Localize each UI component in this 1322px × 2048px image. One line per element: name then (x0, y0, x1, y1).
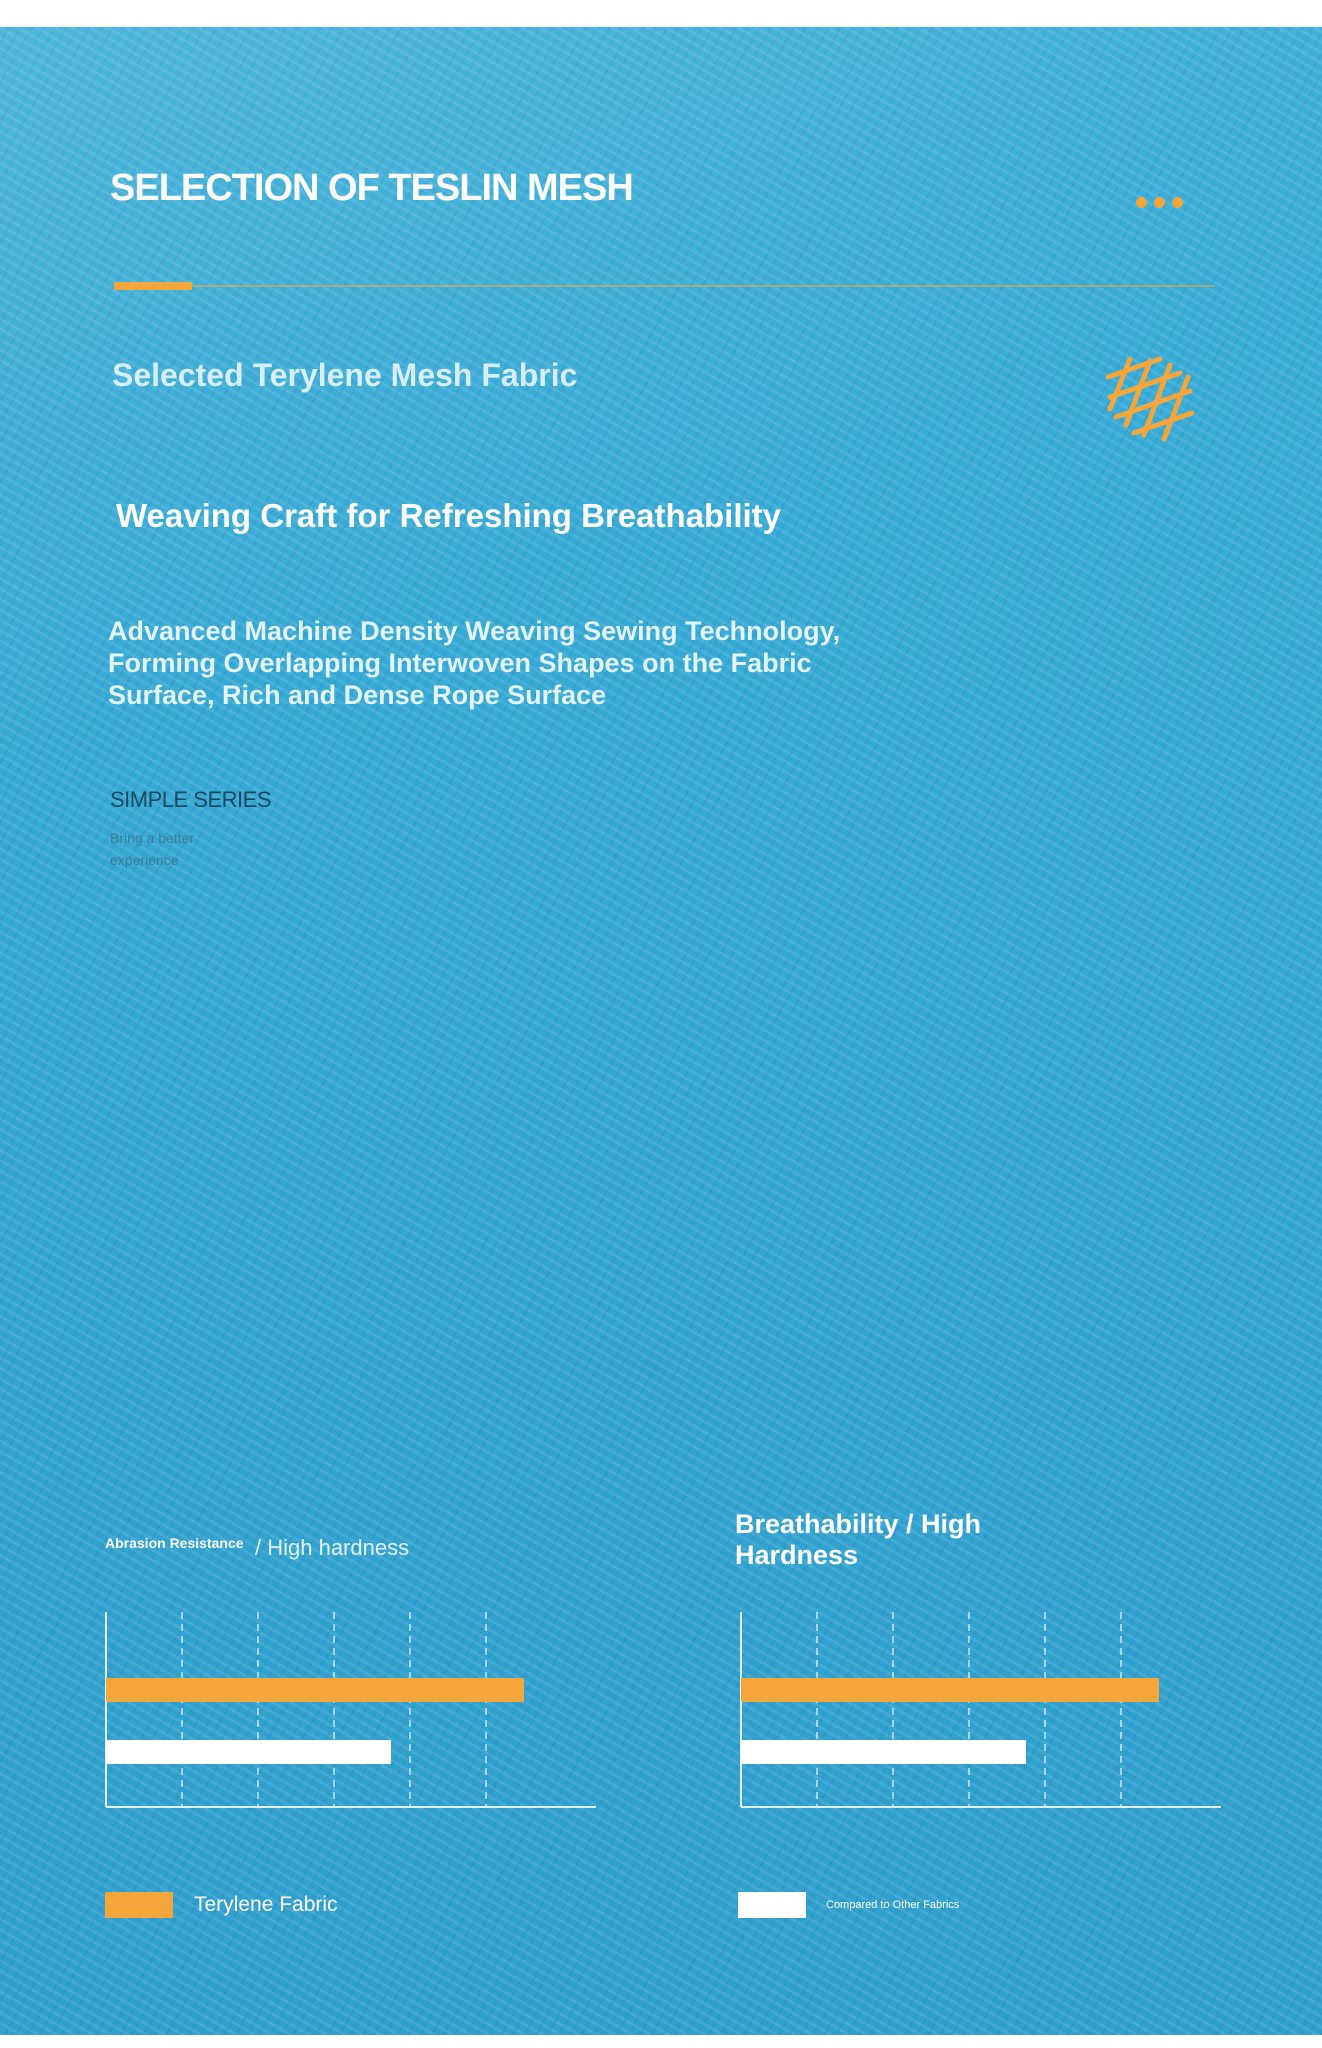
divider-line (114, 285, 1214, 287)
legend-swatch-other (738, 1892, 806, 1918)
section-subtitle: Selected Terylene Mesh Fabric (112, 357, 578, 393)
abrasion-bar-chart (100, 1612, 600, 1822)
fabric-background (0, 27, 1322, 2035)
feature-description: Advanced Machine Density Weaving Sewing Technology, Forming Overlapping Interwoven Shapes on the Fabric Surface, Rich and Dense Rope Surface (108, 616, 841, 710)
legend-swatch-terylene (105, 1892, 173, 1918)
chart-right-title: Breathability / High Hardness (735, 1509, 982, 1570)
dot (1154, 197, 1165, 208)
legend-label-other: Compared to Other Fabrics (826, 1899, 960, 1911)
page-title: SELECTION OF TESLIN MESH (110, 167, 633, 209)
weave-icon (1100, 347, 1200, 447)
bar-terylene (106, 1678, 524, 1702)
bar-terylene (741, 1678, 1159, 1702)
bar-other (106, 1740, 391, 1764)
dot (1136, 197, 1147, 208)
legend-label-terylene: Terylene Fabric (194, 1893, 338, 1916)
bar-other (741, 1740, 1026, 1764)
chart-left-sublabel: / High hardness (255, 1535, 410, 1560)
divider-accent (114, 282, 192, 290)
breathability-bar-chart (735, 1612, 1225, 1822)
chart-left-label: Abrasion Resistance (105, 1535, 244, 1551)
series-subtitle: Bring a better experience (110, 830, 195, 868)
series-title: SIMPLE SERIES (110, 787, 272, 812)
feature-heading: Weaving Craft for Refreshing Breathability (116, 497, 782, 534)
dot (1172, 197, 1183, 208)
more-dots-icon (1136, 197, 1183, 208)
